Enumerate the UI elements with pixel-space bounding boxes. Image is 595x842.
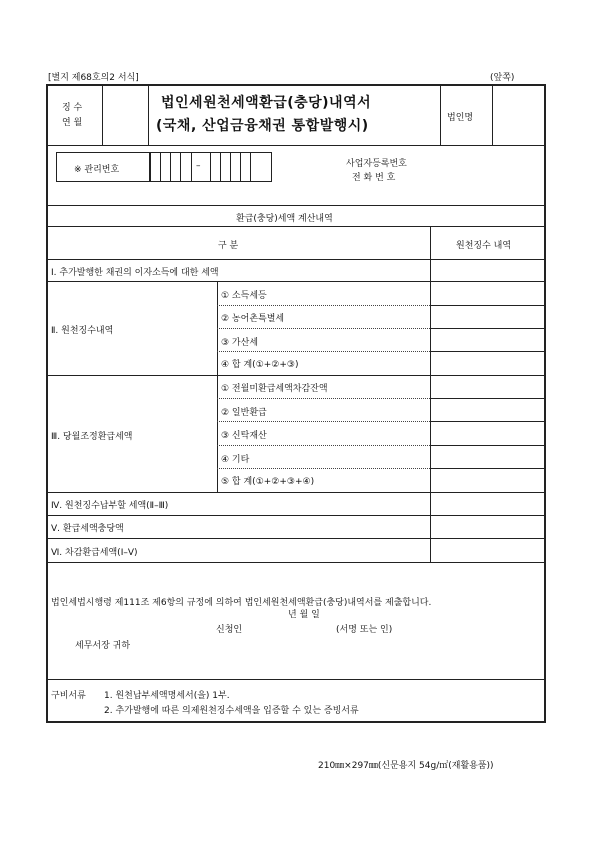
mgmt-number-dash-box: [191, 152, 211, 182]
attachment-item: 1. 원천납부세액명세서(을) 1부.: [104, 691, 230, 701]
form-title: 법인세원천세액환급(충당)내역서: [161, 95, 372, 111]
row-3-item: ③ 신탁재산: [221, 431, 267, 441]
intake-label-2: 연 월: [62, 118, 83, 128]
row-5-label: Ⅴ. 환급세액충당액: [51, 524, 124, 534]
row-3-item: ④ 기타: [221, 455, 250, 465]
row-3-item: ① 전월미환급세액차감잔액: [221, 384, 328, 394]
row-2-total: ④ 합 계(①+②+③): [221, 360, 299, 370]
attachments-label: 구비서류: [51, 691, 86, 701]
form-reference: [별지 제68호의2 서식]: [48, 73, 139, 83]
mgmt-number-label: ※ 관리번호: [74, 165, 120, 175]
applicant-label: 신청인: [216, 625, 243, 635]
intake-label: 징 수: [62, 103, 83, 113]
row-2-item: ③ 가산세: [221, 338, 259, 348]
addressee: 세무서장 귀하: [75, 641, 131, 651]
form-subtitle: (국채, 산업금융채권 통합발행시): [156, 118, 369, 134]
paper-spec: 210㎜×297㎜(신문용지 54g/㎡(재활용품)): [318, 761, 494, 771]
column-header-category: 구 분: [218, 241, 239, 251]
column-header-withholding: 원천징수 내역: [456, 241, 512, 251]
page-side-label: (앞쪽): [490, 73, 515, 83]
row-3-item: ② 일반환급: [221, 408, 267, 418]
row-1-label: Ⅰ. 추가발행한 채권의 이자소득에 대한 세액: [51, 268, 219, 278]
declaration-date: 년 월 일: [288, 610, 320, 620]
row-2-item: ① 소득세등: [221, 291, 267, 301]
signature-label: (서명 또는 인): [336, 625, 393, 635]
row-2-item: ② 농어촌특별세: [221, 314, 285, 324]
corp-name-label: 법인명: [447, 113, 474, 123]
business-registration-label: 사업자등록번호: [346, 159, 407, 169]
row-2-label: Ⅱ. 원천징수내역: [51, 326, 114, 336]
phone-label: 전 화 번 호: [352, 173, 396, 183]
declaration-text: 법인세법시행령 제111조 제6항의 규정에 의하여 법인세원천세액환급(충당)내역서를 제출합니다.: [51, 598, 432, 608]
mgmt-number-dash: –: [196, 161, 201, 171]
row-3-total: ⑤ 합 계(①+②+③+④): [221, 477, 315, 487]
row-6-label: Ⅵ. 차감환급세액(Ⅰ–Ⅴ): [51, 548, 138, 558]
attachment-item: 2. 추가발행에 따른 의제원천징수세액을 입증할 수 있는 증빙서류: [104, 706, 359, 716]
mgmt-number-box[interactable]: [250, 152, 272, 182]
row-4-label: Ⅳ. 원천징수납부할 세액(Ⅱ–Ⅲ): [51, 501, 169, 511]
row-3-label: Ⅲ. 당월조정환급세액: [51, 432, 133, 442]
section-heading: 환급(충당)세액 계산내역: [236, 214, 333, 224]
